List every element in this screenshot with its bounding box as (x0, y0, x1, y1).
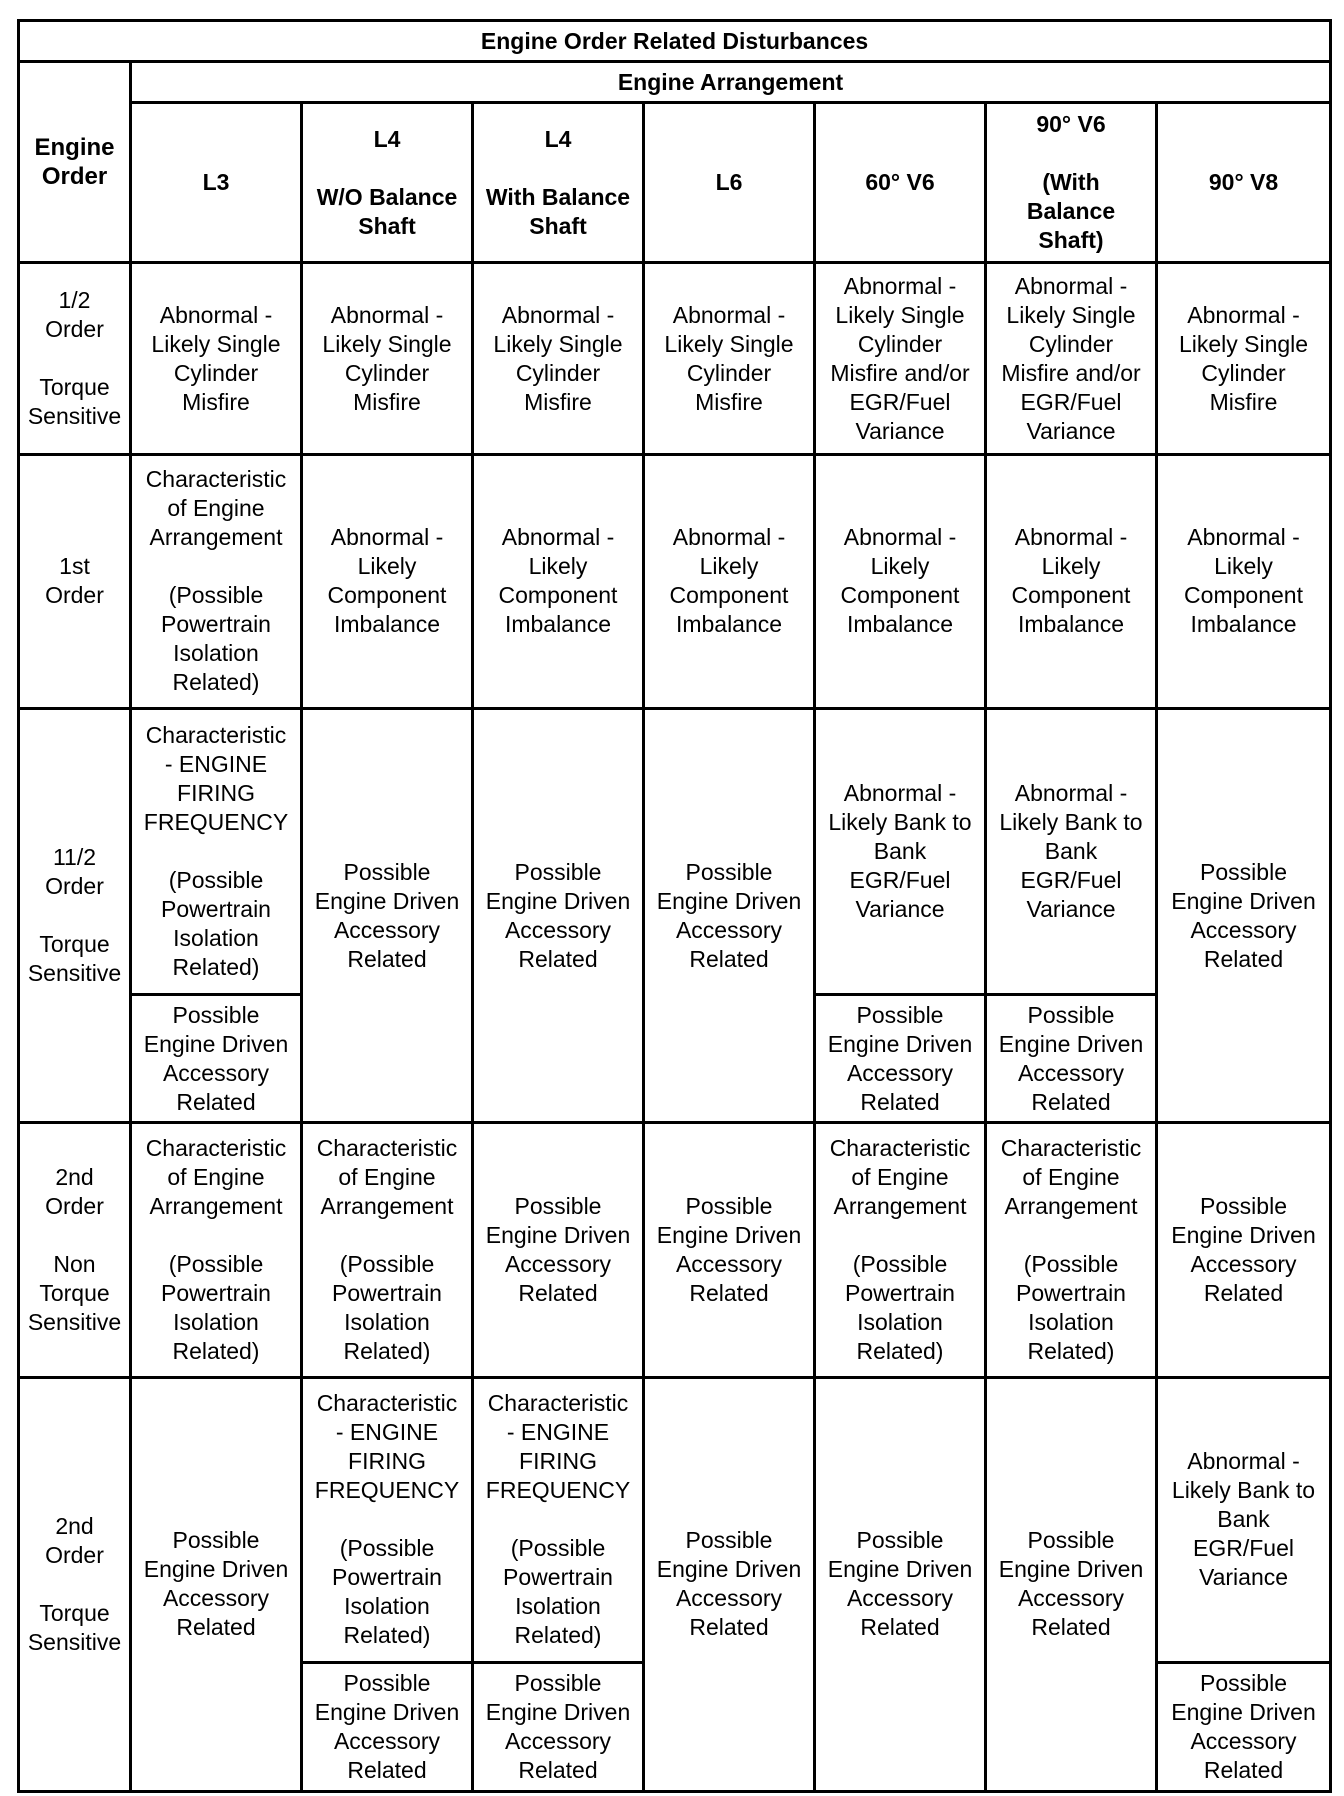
table-cell: Possible Engine Driven Accessory Related (986, 994, 1157, 1123)
table-row (19, 263, 1331, 454)
table-cell: Possible Engine Driven Accessory Related (815, 994, 986, 1123)
column-header-90-v8: 90° V8 (1157, 103, 1331, 263)
table-container (17, 19, 1329, 1793)
table-cell: Characteristic of Engine Arrangement (Possible Powertrain Isolation Related) (131, 1123, 302, 1377)
table-cell: Possible Engine Driven Accessory Related (1157, 1123, 1331, 1377)
table-cell: Abnormal - Likely Bank to Bank EGR/Fuel Variance (986, 709, 1157, 995)
table-row (19, 709, 1331, 995)
table-cell: Abnormal - Likely Single Cylinder Misfire and/or EGR/Fuel Variance (815, 263, 986, 454)
table-cell: Possible Engine Driven Accessory Related (986, 1377, 1157, 1791)
row-header-one-and-half-order: 11/2 Order Torque Sensitive (19, 709, 131, 1123)
table-cell: Possible Engine Driven Accessory Related (131, 994, 302, 1123)
table-cell: Abnormal - Likely Bank to Bank EGR/Fuel Variance (815, 709, 986, 995)
table-cell: Characteristic - ENGINE FIRING FREQUENCY (Possible Powertrain Isolation Related) (473, 1377, 644, 1663)
table-cell: Possible Engine Driven Accessory Related (473, 1663, 644, 1792)
table-cell: Characteristic - ENGINE FIRING FREQUENCY (Possible Powertrain Isolation Related) (131, 709, 302, 995)
table-cell: Possible Engine Driven Accessory Related (815, 1377, 986, 1791)
table-cell: Possible Engine Driven Accessory Related (473, 709, 644, 1123)
table-cell: Abnormal - Likely Single Cylinder Misfire (302, 263, 473, 454)
table-cell: Abnormal - Likely Single Cylinder Misfire (473, 263, 644, 454)
table-title: Engine Order Related Disturbances (19, 21, 1331, 62)
table-cell: Possible Engine Driven Accessory Related (302, 1663, 473, 1792)
table-row (19, 1377, 1331, 1663)
table-cell: Abnormal - Likely Single Cylinder Misfire (131, 263, 302, 454)
column-header-90-v6: 90° V6 (With Balance Shaft) (986, 103, 1157, 263)
table-row (19, 454, 1331, 708)
engine-order-table (17, 19, 1332, 1793)
table-cell: Abnormal - Likely Bank to Bank EGR/Fuel Variance (1157, 1377, 1331, 1663)
row-header-half-order: 1/2 Order Torque Sensitive (19, 263, 131, 454)
row-header-second-order-non-torque: 2nd Order Non Torque Sensitive (19, 1123, 131, 1377)
table-cell: Abnormal - Likely Component Imbalance (644, 454, 815, 708)
table-cell: Possible Engine Driven Accessory Related (644, 1377, 815, 1791)
column-header-l4-with-balance: L4 With Balance Shaft (473, 103, 644, 263)
table-cell: Characteristic - ENGINE FIRING FREQUENCY (Possible Powertrain Isolation Related) (302, 1377, 473, 1663)
table-cell: Possible Engine Driven Accessory Related (302, 709, 473, 1123)
engine-order-header: Engine Order (19, 62, 131, 263)
table-cell: Possible Engine Driven Accessory Related (473, 1123, 644, 1377)
row-header-second-order-torque: 2nd Order Torque Sensitive (19, 1377, 131, 1791)
table-cell: Abnormal - Likely Component Imbalance (302, 454, 473, 708)
table-cell: Abnormal - Likely Single Cylinder Misfire (1157, 263, 1331, 454)
table-cell: Possible Engine Driven Accessory Related (131, 1377, 302, 1791)
table-cell: Possible Engine Driven Accessory Related (1157, 709, 1331, 1123)
column-header-l6: L6 (644, 103, 815, 263)
engine-arrangement-header: Engine Arrangement (131, 62, 1331, 103)
table-cell: Abnormal - Likely Component Imbalance (1157, 454, 1331, 708)
row-header-first-order: 1st Order (19, 454, 131, 708)
table-cell: Abnormal - Likely Single Cylinder Misfire and/or EGR/Fuel Variance (986, 263, 1157, 454)
column-header-l3: L3 (131, 103, 302, 263)
table-cell: Abnormal - Likely Component Imbalance (986, 454, 1157, 708)
table-cell: Abnormal - Likely Component Imbalance (473, 454, 644, 708)
table-cell: Possible Engine Driven Accessory Related (644, 1123, 815, 1377)
table-cell: Characteristic of Engine Arrangement (Possible Powertrain Isolation Related) (986, 1123, 1157, 1377)
table-cell: Possible Engine Driven Accessory Related (1157, 1663, 1331, 1792)
table-cell: Characteristic of Engine Arrangement (Possible Powertrain Isolation Related) (131, 454, 302, 708)
table-cell: Characteristic of Engine Arrangement (Possible Powertrain Isolation Related) (815, 1123, 986, 1377)
table-cell: Abnormal - Likely Single Cylinder Misfire (644, 263, 815, 454)
table-row (19, 1123, 1331, 1377)
table-cell: Characteristic of Engine Arrangement (Possible Powertrain Isolation Related) (302, 1123, 473, 1377)
column-header-l4-wo-balance: L4 W/O Balance Shaft (302, 103, 473, 263)
column-header-60-v6: 60° V6 (815, 103, 986, 263)
table-cell: Possible Engine Driven Accessory Related (644, 709, 815, 1123)
table-cell: Abnormal - Likely Component Imbalance (815, 454, 986, 708)
